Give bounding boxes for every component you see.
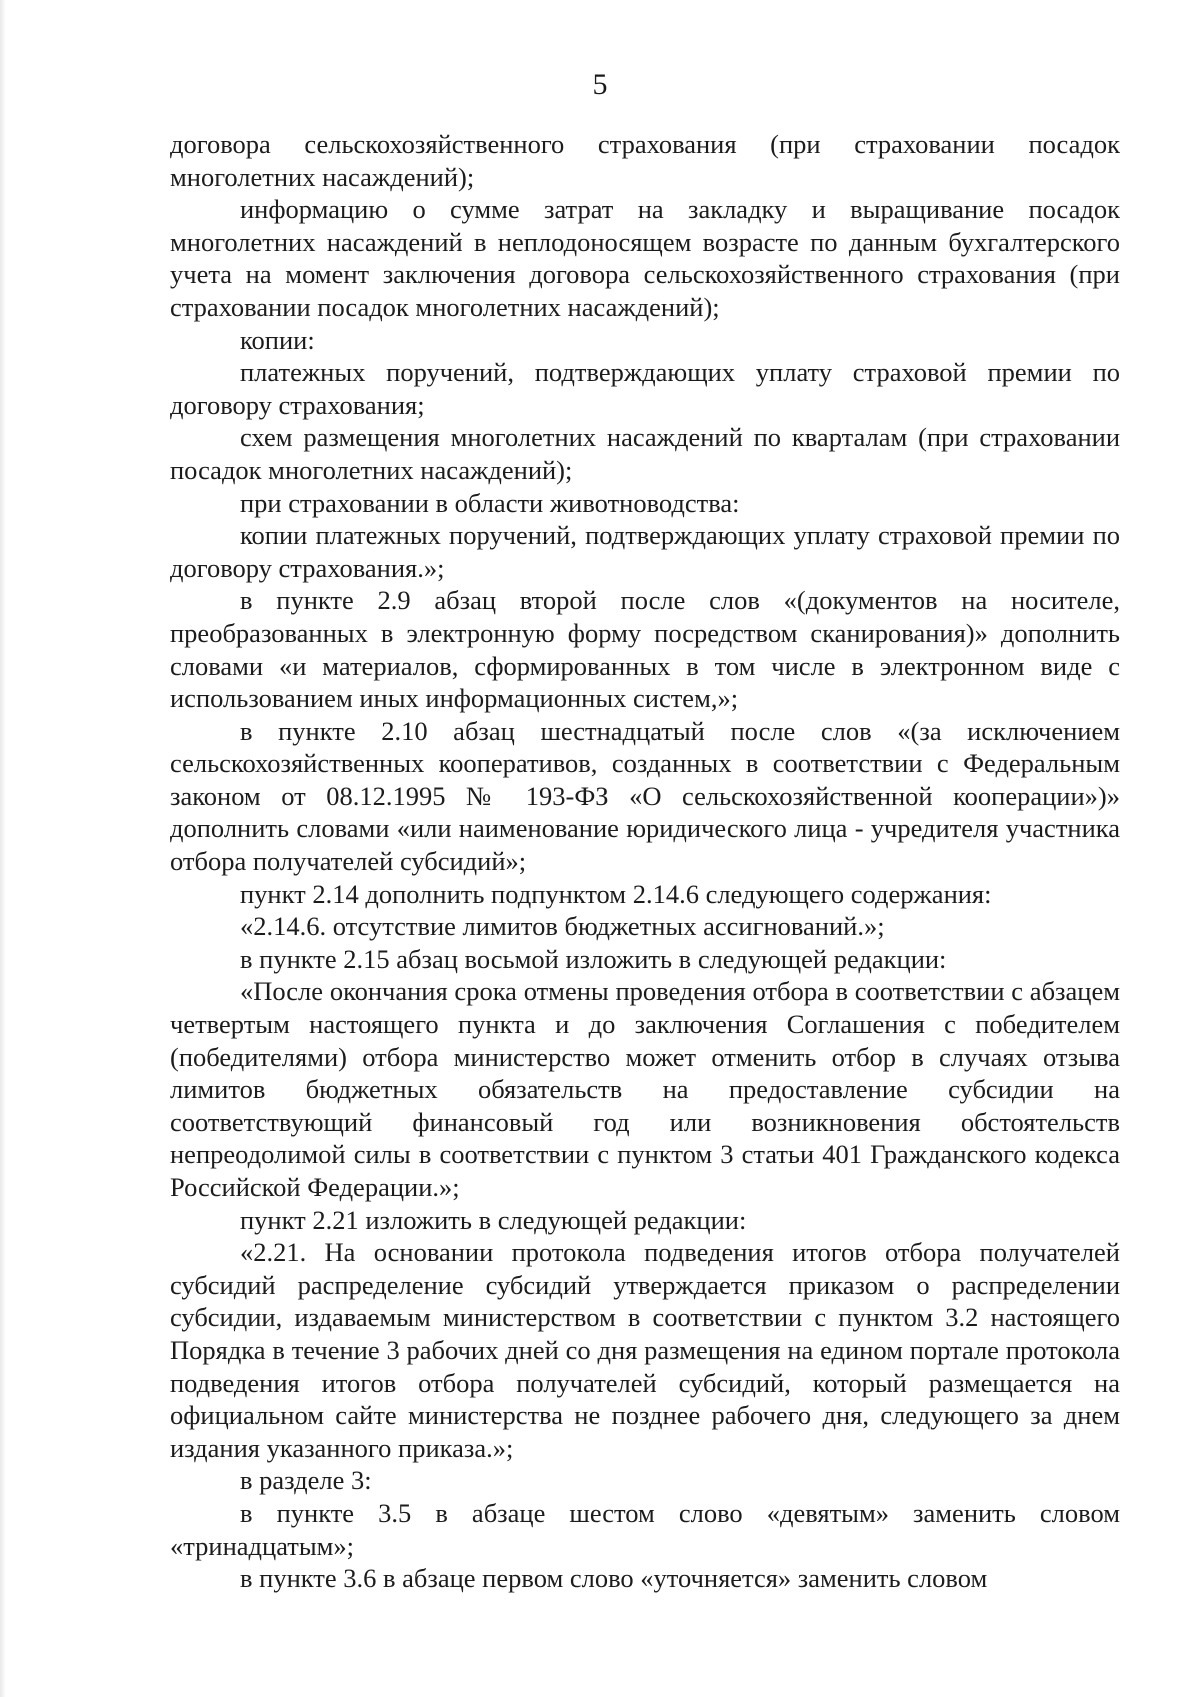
- paragraph: пункт 2.14 дополнить подпунктом 2.14.6 следующего содержания:: [240, 878, 992, 909]
- paragraph: копии платежных поручений, подтверждающих уплату страховой премии по договору страхования.»;: [170, 520, 1120, 583]
- scan-edge-shadow: [0, 0, 6, 1697]
- paragraph-continuation: договора сельскохозяйственного страхования (при страховании посадок многолетних насаждений);: [170, 129, 1120, 192]
- paragraph: пункт 2.21 изложить в следующей редакции:: [240, 1204, 747, 1235]
- paragraph: в пункте 2.15 абзац восьмой изложить в следующей редакции:: [240, 943, 947, 974]
- paragraph: схем размещения многолетних насаждений по кварталам (при страховании посадок многолетних насаждений);: [170, 422, 1120, 485]
- paragraph: информацию о сумме затрат на закладку и выращивание посадок многолетних насаждений в неплодоносящем возрасте по данным бухгалтерского учета на момент заключения договора сельскохозяйственного страхования (при страховании посадок многолетних насаждений);: [170, 194, 1120, 322]
- paragraph: в пункте 3.5 в абзаце шестом слово «девятым» заменить словом «тринадцатым»;: [170, 1497, 1120, 1561]
- paragraph: платежных поручений, подтверждающих уплату страховой премии по договору страхования;: [170, 357, 1120, 420]
- paragraph: «2.21. На основании протокола подведения итогов отбора получателей субсидий распределение субсидий утверждается приказом о распределении субсидии, издаваемым министерством в соответствии с пунктом 3.2 настоящего Порядка в течение 3 рабочих дней со дня размещения на едином портале протокола подведения итогов отбора получателей субсидий, который размещается на официальном сайте министерства не позднее рабочего дня, следующего за днем издания указанного приказа.»;: [170, 1237, 1120, 1463]
- paragraph: «После окончания срока отмены проведения отбора в соответствии с абзацем четвертым настоящего пункта и до заключения Соглашения с победителем (победителями) отбора министерство может отменить отбор в случаях отзыва лимитов бюджетных обязательств на предоставление субсидии на соответствующий финансовый год или возникновения обстоятельств непреодолимой силы в соответствии с пунктом 3 статьи 401 Гражданского кодекса Российской Федерации.»;: [170, 976, 1120, 1202]
- paragraph: в пункте 2.10 абзац шестнадцатый после слов «(за исключением сельскохозяйственных кооперативов, созданных в соответствии с Федеральным законом от 08.12.1995 № 193-ФЗ «О сельскохозяйственной кооперации»)» дополнить словами «или наименование юридического лица - учредителя участника отбора получателей субсидий»;: [170, 715, 1120, 877]
- paragraph: копии:: [240, 324, 315, 355]
- page-number: 5: [592, 68, 608, 101]
- paragraph: «2.14.6. отсутствие лимитов бюджетных ассигнований.»;: [240, 911, 885, 942]
- document-body: [170, 128, 1120, 1595]
- paragraph: при страховании в области животноводства:: [240, 487, 740, 518]
- paragraph: в разделе 3:: [240, 1465, 372, 1496]
- paragraph: в пункте 3.6 в абзаце первом слово «уточняется» заменить словом: [240, 1563, 988, 1594]
- paragraph: в пункте 2.9 абзац второй после слов «(документов на носителе, преобразованных в электронную форму посредством сканирования)» дополнить словами «и материалов, сформированных в том числе в электронном виде с использованием иных информационных систем,»;: [170, 585, 1120, 714]
